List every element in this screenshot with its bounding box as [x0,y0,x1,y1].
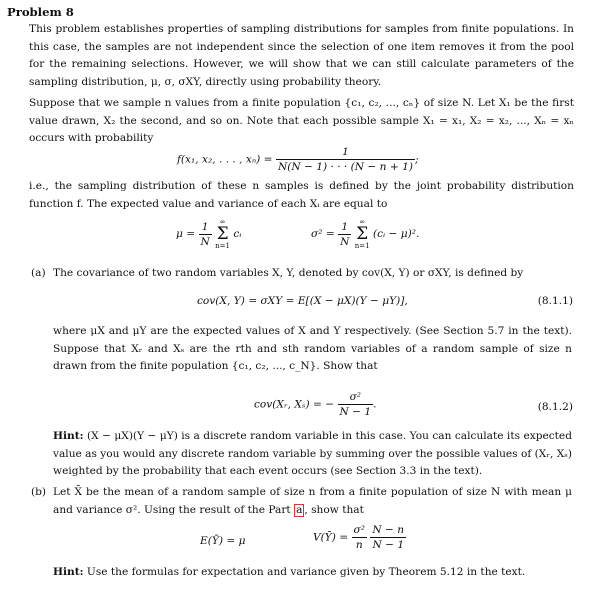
part-b-text-2: , show that [304,503,364,516]
eq1-lhs: f(x₁, x₂, . . . , xₙ) = [177,153,273,166]
part-b-text [53,484,572,519]
variance-result-denominator-1: n [355,539,363,551]
part-b-hint-label: Hint: [53,566,84,578]
mean-summation [215,218,230,250]
mean-equation [176,218,241,250]
variance-result-numerator-1: σ² [353,524,366,536]
variance-result-denominator-2: N − 1 [372,539,405,551]
sigma-sum-icon: Σ [216,224,229,244]
eq1-fraction [276,145,415,174]
equation-number-8-1-2: (8.1.2) [537,401,573,413]
variance-result-fraction-1 [352,523,367,552]
covariance-result-denominator: N − 1 [339,406,372,418]
part-a-where-text: where μX and μY are the expected values of X and Y respectively. (See Section 5.7 in the text). Suppose that Xᵣ and Xₛ are the rth and sth random variables of a random sample of size n drawn from the finite population {c₁, c₂, ..., c_N}. Show that [53,325,572,372]
eq1-denominator: N(N − 1) · · · (N − n + 1) [277,161,413,173]
eq1-numerator: 1 [276,145,415,160]
variance-equation [311,218,419,250]
covariance-definition-formula: cov(X, Y) = σXY = E[(X − μX)(Y − μY)], [197,295,408,307]
mean-sum-lower: n=1 [215,242,230,250]
variance-denominator: N [340,235,350,248]
part-a-tag: (a) [31,267,46,279]
sigma-sum-icon: Σ [356,224,369,244]
part-a-reference-link[interactable]: a [296,503,303,516]
variance-summation [355,218,370,250]
mean-term: cᵢ [233,228,242,240]
problem-title: Problem 8 [7,5,74,19]
variance-fraction [338,220,351,249]
intro-paragraph: This problem establishes properties of sampling distributions for samples from finite populations. In this case, the samples are not independent since the selection of one item removes it from the pool for the remaining selections. However, we will show that we can still calculate parameters of the sampling distribution, μ, σ, σXY, directly using probability theory. [29,23,574,88]
variance-sum-lower: n=1 [354,242,370,250]
covariance-result-fraction [338,390,377,419]
variance-result-lhs: V(Ȳ) = [313,531,349,544]
mean-lhs: μ = [176,228,196,240]
part-b-text-1: Let X̄ be the mean of a random sample of size n from a finite population of size N with mean μ and variance σ². Using the result of the Part [53,486,572,516]
mean-numerator: 1 [199,220,212,235]
variance-sum-upper: ∞ [359,218,366,226]
eq1-tail: ; [415,153,419,166]
part-a-hint-text: (X − μX)(Y − μY) is a discrete random variable in this case. You can calculate its expected value as you would any discrete random variable by summing over the possible values of (Xᵣ, Xₛ) weighted by the probability that each event occurs (see Section 3.3 in the text). [53,430,572,477]
part-a-text: The covariance of two random variables X, Y, denoted by cov(X, Y) or σXY, is defined by [53,267,524,279]
suppose-paragraph: Suppose that we sample n values from a finite population {c₁, c₂, ..., cₙ} of size N. Let X₁ be the first value drawn, X₂ the second, and so on. Note that each possible sample X₁ = x₁, X₂ = x₂, ..., Xₙ = xₙ occurs with probability [29,97,574,144]
mean-sum-upper: ∞ [219,218,226,226]
covariance-result-numerator: σ² [338,390,374,405]
mean-fraction [199,220,212,249]
part-a-hint-label: Hint: [53,430,84,442]
expectation-result: E(Ȳ) = μ [200,535,246,547]
part-b-tag: (b) [31,486,47,498]
covariance-result [254,390,573,419]
variance-result-numerator-2: N − n [372,524,405,536]
covariance-definition [197,293,573,311]
variance-numerator: 1 [338,220,351,235]
part-a-hint-body [53,428,572,481]
part-b-hint-text: Use the formulas for expectation and variance given by Theorem 5.12 in the text. [86,566,526,578]
joint-probability-equation [177,145,419,174]
equation-number-8-1-1: (8.1.1) [537,295,573,307]
mean-denominator: N [200,235,210,248]
variance-result-fraction-2 [370,523,406,552]
covariance-result-tail: . [373,398,377,411]
variance-result [313,523,406,552]
variance-lhs: σ² = [311,228,335,240]
part-b-hint-body [53,564,572,582]
covariance-result-lhs: cov(Xᵣ, Xₛ) = − [254,398,335,411]
ie-paragraph: i.e., the sampling distribution of these n samples is defined by the joint probability distribution function f. The expected value and variance of each Xᵢ are equal to [29,180,574,210]
variance-term: (cᵢ − μ)². [372,228,420,240]
